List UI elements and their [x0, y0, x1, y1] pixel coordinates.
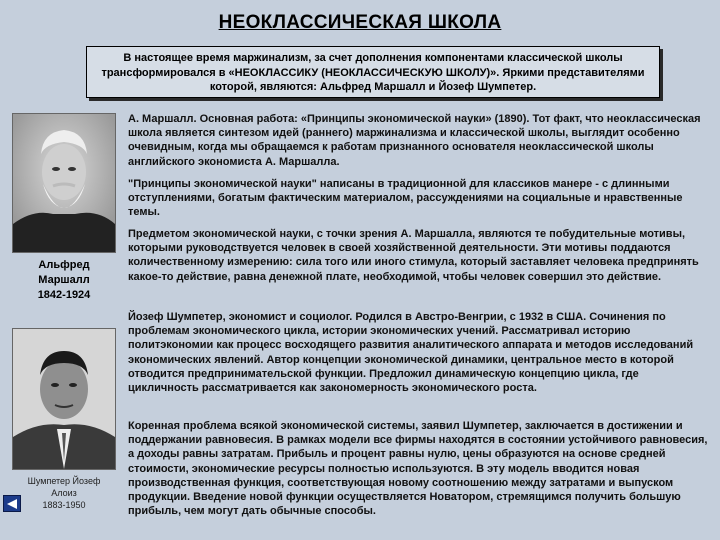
- marshall-portrait: [12, 113, 116, 253]
- marshall-paragraph-1: А. Маршалл. Основная работа: «Принципы экономической науки» (1890). Тот факт, что неоклассическая школа является синтезом идей (раннего) маржинализма и классической школы, выглядит особенно очевидным, когда мы обращаемся к работам признанного основателя неоклассической школы английского экономиста А. Маршалла.: [128, 113, 701, 168]
- schumpeter-portrait: [12, 328, 116, 470]
- intro-box: В настоящее время маржинализм, за счет дополнения компонентами классической школы трансформировался в «НЕОКЛАССИКУ (НЕОКЛАССИЧЕСКУЮ ШКОЛУ)». Яркими представителями которой, являются: Альфред Маршалл и Йозеф Шумпетер.: [86, 46, 660, 98]
- schumpeter-paragraph-2: Коренная проблема всякой экономической системы, заявил Шумпетер, заключается в достижении и поддержании равновесия. В рамках модели все фирмы находятся в состоянии устойчивого равновесия, а доходы равны затратам. Прибыль и процент равны нулю, цены образуются на основе средней стоимости, экономические ресурсы полностью используются. В эту модель вводится новая производственная функция, соответствующая новому соотношению между затратами и выпуском продукции. Введение новой функции осуществляется Новатором, стремящимся получить большую прибыль, чем могут дать обычные способы.: [128, 420, 708, 518]
- marshall-paragraph-2: "Принципы экономической науки" написаны в традиционной для классиков манере - с длинными отступлениями, богатым фактическим материалом, рассуждениями на социальные и нравственные темы.: [128, 178, 683, 219]
- marshall-caption-name: Альфред: [38, 259, 90, 271]
- schumpeter-paragraph-1: Йозеф Шумпетер, экономист и социолог. Родился в Австро-Венгрии, с 1932 в США. Сочинения по проблемам экономического цикла, истории экономических учений. Рассматривал историю политэкономии как процесс восходящего развития аналитического аппарата и методов исследований экономических явлений. Автор концепции экономической динамики, центральное место в которой отводится предпринимательской функции. Предложил динамическую концепцию цикла, где цикличность рассматривается как закономерность экономического роста.: [128, 311, 694, 395]
- schumpeter-caption-middle: Алоиз: [51, 488, 77, 498]
- marshall-paragraph-3: Предметом экономической науки, с точки зрения А. Маршалла, являются те побудительные мотивы, которыми руководствуется человек в своей хозяйственной деятельности. Эти мотивы поддаются количественному измерению: сила того или иного стимула, который заставляет человека предпринять какое-то действие, равна денежной плате, необходимой, чтобы человек совершил это действие.: [128, 228, 699, 283]
- page-title: НЕОКЛАССИЧЕСКАЯ ШКОЛА: [218, 12, 502, 33]
- marshall-caption-surname: Маршалл: [38, 274, 90, 286]
- back-button[interactable]: [3, 495, 21, 512]
- back-arrow-icon: [6, 499, 18, 509]
- schumpeter-caption-years: 1883-1950: [42, 500, 86, 510]
- marshall-caption: [18, 258, 110, 303]
- marshall-caption-years: 1842-1924: [37, 289, 91, 301]
- schumpeter-caption-name: Шумпетер Йозеф: [27, 476, 101, 486]
- schumpeter-caption: [12, 475, 116, 511]
